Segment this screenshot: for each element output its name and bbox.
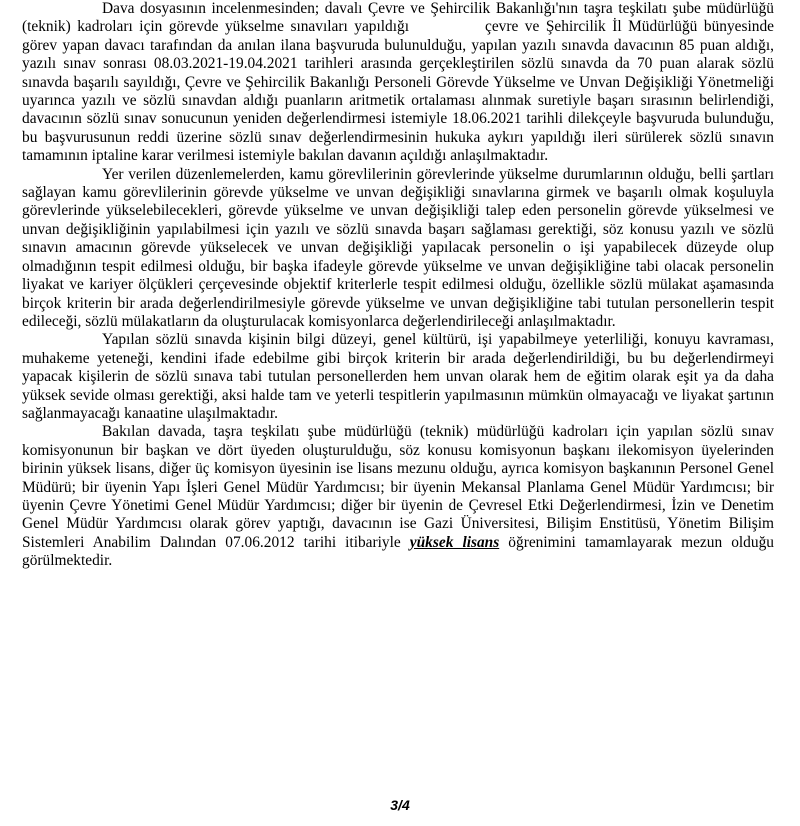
case-summary-text-start: Dava dosyasının incelenmesinden; davalı Çevre ve Şehircilik Bakanlığı'nın taşra teşkilatı şube müdürlüğü (teknik) kadroları için görevde yükselme sınavıları yapıldığı (22, 0, 774, 36)
commission-text-end: öğrenimini tamamlayarak mezun olduğu görülmektedir. (22, 533, 774, 570)
highlighted-degree: yüksek lisans (409, 533, 500, 551)
paragraph-regulations: Yer verilen düzenlemelerden, kamu görevlilerinin görevlerinde yükselme durumlarının olduğu, belli şartları sağlayan kamu görevlilerinin görevde yükselme ve unvan değişikliği sınavlarına girmek ve başarılı olmak koşuluyla görevlerinde yükselebilecekleri, görevde yükselme ve unvan değişikliği talep eden personelin görevde yükselmesi ve unvan değişikliğinin yapılabilmesi için yazılı ve sözlü sınavda başarı sağlaması gerektiği, söz konusu yazılı ve sözlü sınavın amacının görevde yükselecek ve unvan değişikliği yapılacak personelin o işi yapabilecek düzeyde olup olmadığının tespit edilmesi olduğu, bir başka ifadeyle görevde yükselme ve unvan değişikliğine tabi olacak personelin liyakat ve kariyer ölçükleri çerçevesinde objektif kriterlerle tespit edilmesi olduğu, özellikle sözlü mülakat aşamasında birçok kriterin bir arada değerlendirilmesiyle görevde yükselme ve unvan değişikliğine tabi tutulan personellerin tespit edileceği, sözlü mülakatların da oluşturulacak komisyonlarca değerlendirileceği anlaşılmaktadır. (22, 165, 774, 330)
paragraph-case-summary (22, 0, 774, 166)
paragraph-commission (22, 423, 774, 570)
paragraph-oral-exam: Yapılan sözlü sınavda kişinin bilgi düzeyi, genel kültürü, işi yapabilmeye yeterliliği, konuyu kavraması, muhakeme yeteneği, kendini ifade edebilme gibi birçok kriterin bir arada değerlendirildiği, bu bu değerlendirmeyi yapacak kişilerin de sözlü sınava tabi tutulan personellerden hem unvan olarak hem de eğitim olarak eşit ya da daha yüksek sevide olması gerektiği, aksi halde tam ve yeterli tespitlerin yapılmasının mümkün olmayacağı ve liyakat şartının sağlanmayacağı kanaatine ulaşılmaktadır. (22, 331, 774, 422)
page-number: 3/4 (390, 797, 410, 813)
commission-text-start: Bakılan davada, taşra teşkilatı şube müdürlüğü (teknik) müdürlüğü kadroları için yapılan sözlü sınav komisyonunun bir başkan ve dört üyeden oluşturulduğu, söz konusu komisyonun başkanı ilekomisyon üyelerinden birinin yüksek lisans, diğer üç komisyon üyesinin ise lisans mezunu olduğu, ayrıca komisyon başkanının Personel Genel Müdürü; bir üyenin Yapı İşleri Genel Müdür Yardımcısı; bir üyenin Mekansal Planlama Genel Müdür Yardımcısı; bir üyenin Çevre Yönetimi Genel Müdür Yardımcısı; diğer bir üyenin de Çevresel Etki Değerlendirmesi, İzin ve Denetim Genel Müdür Yardımcısı olarak görev yaptığı, davacının ise Gazi Üniversitesi, Bilişim Enstitüsü, Yönetim Bilişim Sistemleri Anabilim Dalından 07.06.2012 tarihi itibariyle (22, 423, 774, 551)
document-page (22, 0, 774, 571)
case-summary-text-end: çevre ve Şehircilik İl Müdürlüğü bünyesinde görev yapan davacı tarafından da anılan ilana başvuruda bulunulduğu, yapılan yazılı sınavda davacının 85 puan aldığı, yazılı sınav sonrası 08.03.2021-19.04.2021 tarihleri arasında gerçekleştirilen sözlü sınavda da 70 puan alarak sözlü sınavda başarılı sayıldığı, Çevre ve Şehircilik Bakanlığı Personeli Görevde Yükselme ve Unvan Değişikliği Yönetmeliği uyarınca yazılı ve sözlü sınavdan aldığı puanların aritmetik ortalaması alınmak suretiyle başarı sırasının belirlendiği, davacının sözlü sınav sonucunun yeniden değerlendirmesi istemiyle 18.06.2021 tarihli dilekçeyle başvuruda bulunduğu, bu başvurusunun reddi üzerine sözlü sınav değerlendirmesinin hukuka aykırı yapıldığı ileri sürülerek sözlü sınavın tamamının iptaline karar verilmesi istemiyle bakılan davanın açıldığı anlaşılmaktadır. (22, 18, 774, 165)
